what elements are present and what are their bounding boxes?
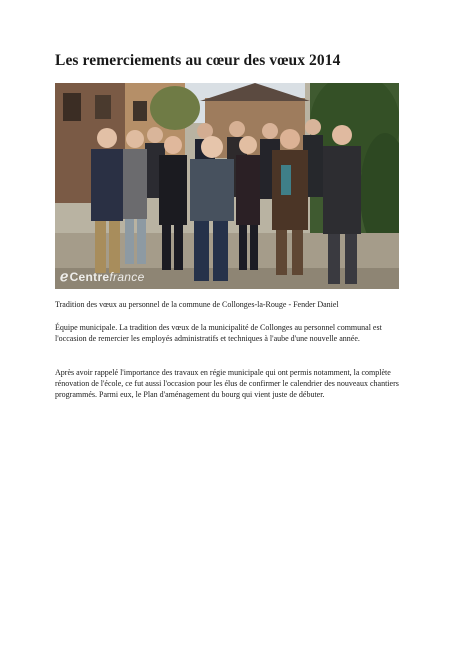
photo-watermark xyxy=(60,268,145,285)
brand-logo-icon: ℯ xyxy=(60,268,69,284)
group-photo xyxy=(55,83,399,289)
article-title: Les remerciements au cœur des vœux 2014 xyxy=(55,52,341,69)
article-paragraph-1: Équipe municipale. La tradition des vœux de la municipalité de Collonges au personnel communal est l'occasion de remercier les employés administratifs et techniques à l'aube d'une nouvelle année. xyxy=(55,323,382,343)
watermark-brand-suffix: france xyxy=(109,270,145,284)
photo-caption: Tradition des vœux au personnel de la commune de Collonges-la-Rouge - Fender Daniel xyxy=(55,300,339,309)
article-paragraph-2: Après avoir rappelé l'importance des travaux en régie municipale qui ont permis notamment, la complète rénovation de l'école, ce fut aussi l'occasion pour les élus de confirmer le calendrier des nouveaux chantiers programmés. Parmi eux, le Plan d'aménagement du bourg qui vient juste de débuter. xyxy=(55,368,399,399)
watermark-brand: Centre xyxy=(69,270,110,284)
group-photo-illustration xyxy=(55,83,399,289)
